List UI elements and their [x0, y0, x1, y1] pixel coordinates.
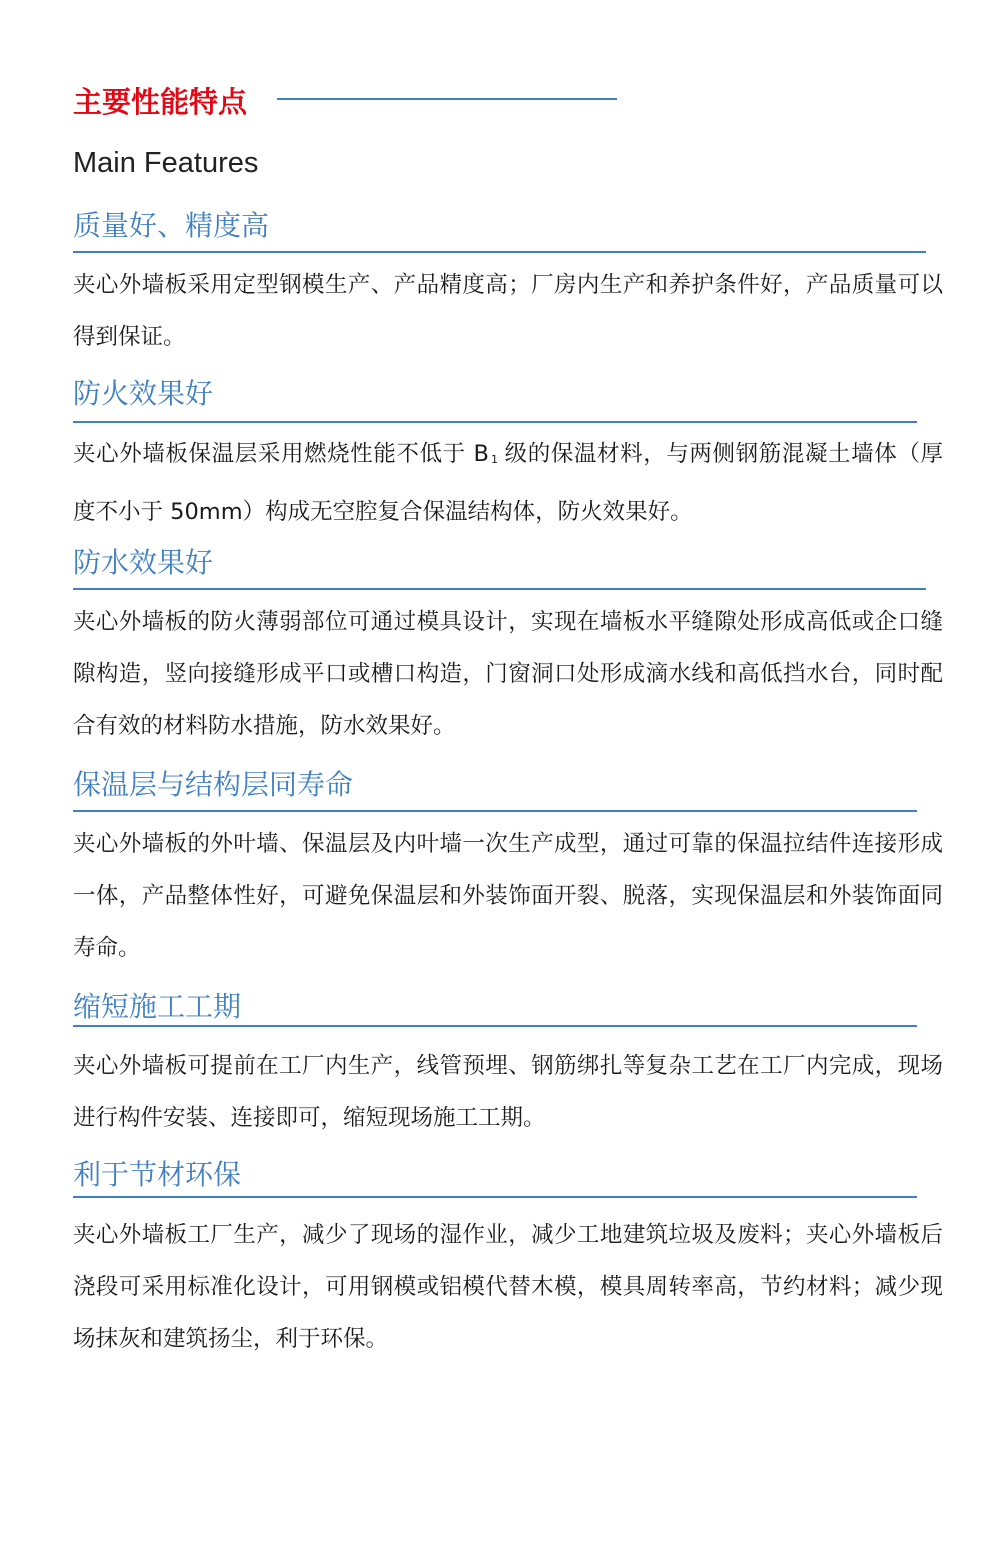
section-title-water: 防水效果好 [73, 546, 214, 579]
section-title-quality: 质量好、精度高 [73, 209, 270, 242]
title-rule [277, 98, 617, 100]
section-rule [73, 810, 917, 812]
fire-body-part1: 夹心外墙板保温层采用燃烧性能不低于 B [73, 441, 489, 467]
fire-body-part2: 级的保温材料，与两侧钢筋混凝土墙体（厚度不小于 50mm）构成无空腔复合保温结构体，防火效果好。 [73, 441, 943, 525]
section-title-eco: 利于节材环保 [73, 1158, 242, 1191]
page-title-cn: 主要性能特点 [73, 85, 248, 119]
section-rule [73, 421, 917, 423]
fire-body-subscript: 1 [490, 453, 498, 466]
section-body-lifespan: 夹心外墙板的外叶墙、保温层及内叶墙一次生产成型，通过可靠的保温拉结件连接形成一体，产品整体性好，可避免保温层和外装饰面开裂、脱落，实现保温层和外装饰面同寿命。 [73, 831, 943, 961]
section-title-schedule: 缩短施工工期 [73, 990, 242, 1023]
section-body-water: 夹心外墙板的防火薄弱部位可通过模具设计，实现在墙板水平缝隙处形成高低或企口缝隙构造，竖向接缝形成平口或槽口构造，门窗洞口处形成滴水线和高低挡水台，同时配合有效的材料防水措施，防水效果好。 [73, 609, 943, 739]
section-rule [73, 588, 926, 590]
section-body-quality: 夹心外墙板采用定型钢模生产、产品精度高；厂房内生产和养护条件好，产品质量可以得到保证。 [73, 272, 943, 350]
section-title-lifespan: 保温层与结构层同寿命 [73, 768, 354, 801]
section-title-fire: 防火效果好 [73, 377, 214, 410]
section-rule [73, 1025, 917, 1027]
section-body-schedule: 夹心外墙板可提前在工厂内生产，线管预埋、钢筋绑扎等复杂工艺在工厂内完成，现场进行构件安装、连接即可，缩短现场施工工期。 [73, 1053, 943, 1131]
section-rule [73, 251, 926, 253]
page-title-en: Main Features [73, 147, 259, 179]
section-rule [73, 1196, 917, 1198]
section-body-eco: 夹心外墙板工厂生产，减少了现场的湿作业，减少工地建筑垃圾及废料；夹心外墙板后浇段可采用标准化设计，可用钢模或铝模代替木模，模具周转率高，节约材料；减少现场抹灰和建筑扬尘，利于环保。 [73, 1222, 943, 1352]
section-body-fire [73, 428, 943, 538]
